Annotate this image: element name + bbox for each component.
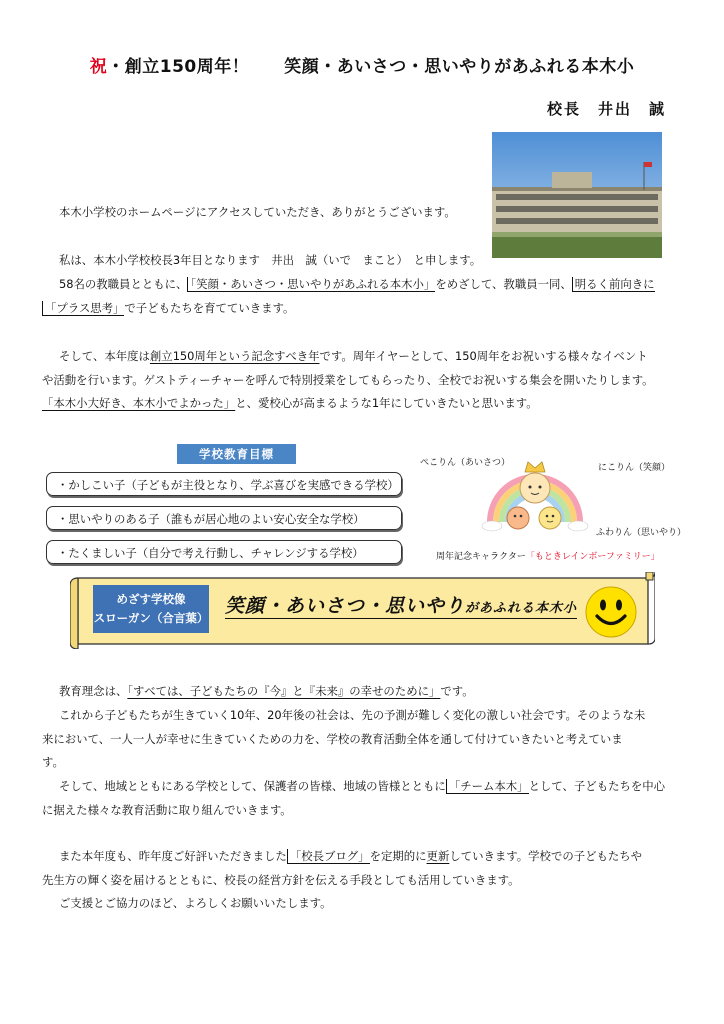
character-label-nikorin: にこりん（笑顔） [598, 463, 671, 473]
goal-item: ・かしこい子（子どもが主役となり、学ぶ喜びを実感できる学校） [46, 472, 402, 496]
slogan-label: めざす学校像 スローガン（合言葉） [93, 585, 209, 633]
smiley-face-icon [584, 585, 638, 639]
goals-header: 学校教育目標 [177, 444, 296, 464]
goal-item: ・たくましい子（自分で考え行動し、チャレンジする学校） [46, 540, 402, 564]
slogan-text: 笑顔・あいさつ・思いやりがあふれる本木小 [225, 591, 577, 619]
paragraph-future: これから子どもたちが生きていく10年、20年後の社会は、先の予測が難しく変化の激しい社会です。そのような未 来において、一人一人が幸せに生きていくための力を、学校の教育活動全体を通して付けていきたいと考えていま す。 [42, 708, 646, 769]
paragraph-anniversary: そして、本年度は創立150周年という記念すべき年です。周年イヤーとして、150周年をお祝いする様々なイベント や活動を行います。ゲストティーチャーを呼んで特別授業をしてもらったり、全校でお祝いする集会を開いたりします。 「本木小大好き、本木小でよかった」と、愛校心が高まるような1年にしていきたいと思います。 [42, 349, 654, 410]
paragraph-staff: 58名の教職員とともに、 「笑顔・あいさつ・思いやりがあふれる本木小」をめざして、教職員一同、 明るく前向きに 「プラス思考」で子どもたちを育てていきます。 [42, 273, 655, 320]
page-title [0, 52, 724, 77]
title-celebrate: 祝 [89, 57, 108, 77]
paragraph-greeting: 本木小学校のホームページにアクセスしていただき、ありがとうございます。 [59, 205, 456, 219]
paragraph-blog: また本年度も、昨年度ご好評いただきました 「校長ブログ」を定期的に更新していきます。学校での子どもたちや 先生方の輝く姿を届けるとともに、校長の経営方針を伝える手段としても活用していきます。 ご支援とご協力のほど、よろしくお願いいたします。 [42, 849, 643, 910]
paragraph-community: そして、地域とともにある学校として、保護者の皆様、地域の皆様とともに 「チーム本木」として、子どもたちを中心 に据えた様々な教育活動に取り組んでいきます。 [42, 779, 666, 817]
character-label-fuwarin: ふわりん（思いやり） [596, 528, 687, 538]
principal-name: 校長 井出 誠 [546, 100, 666, 118]
character-caption: 周年記念キャラクター「もときレインボーファミリー」 [436, 552, 660, 562]
title-rest: ・創立150周年！ 笑顔・あいさつ・思いやりがあふれる本木小 [107, 57, 635, 77]
school-photo [492, 132, 662, 258]
character-label-pekorin: ぺこりん（あいさつ） [420, 458, 511, 468]
paragraph-philosophy: 教育理念は、「すべては、子どもたちの『今』と『未来』の幸せのために」です。 [59, 684, 474, 698]
paragraph-intro: 私は、本木小学校校長3年目となります 井出 誠（いで まこと） と申します。 [59, 253, 482, 267]
highlight-motto: 「笑顔・あいさつ・思いやりがあふれる本木小」 [187, 277, 435, 292]
goal-item: ・思いやりのある子（誰もが居心地のよい安心安全な学校） [46, 506, 402, 530]
